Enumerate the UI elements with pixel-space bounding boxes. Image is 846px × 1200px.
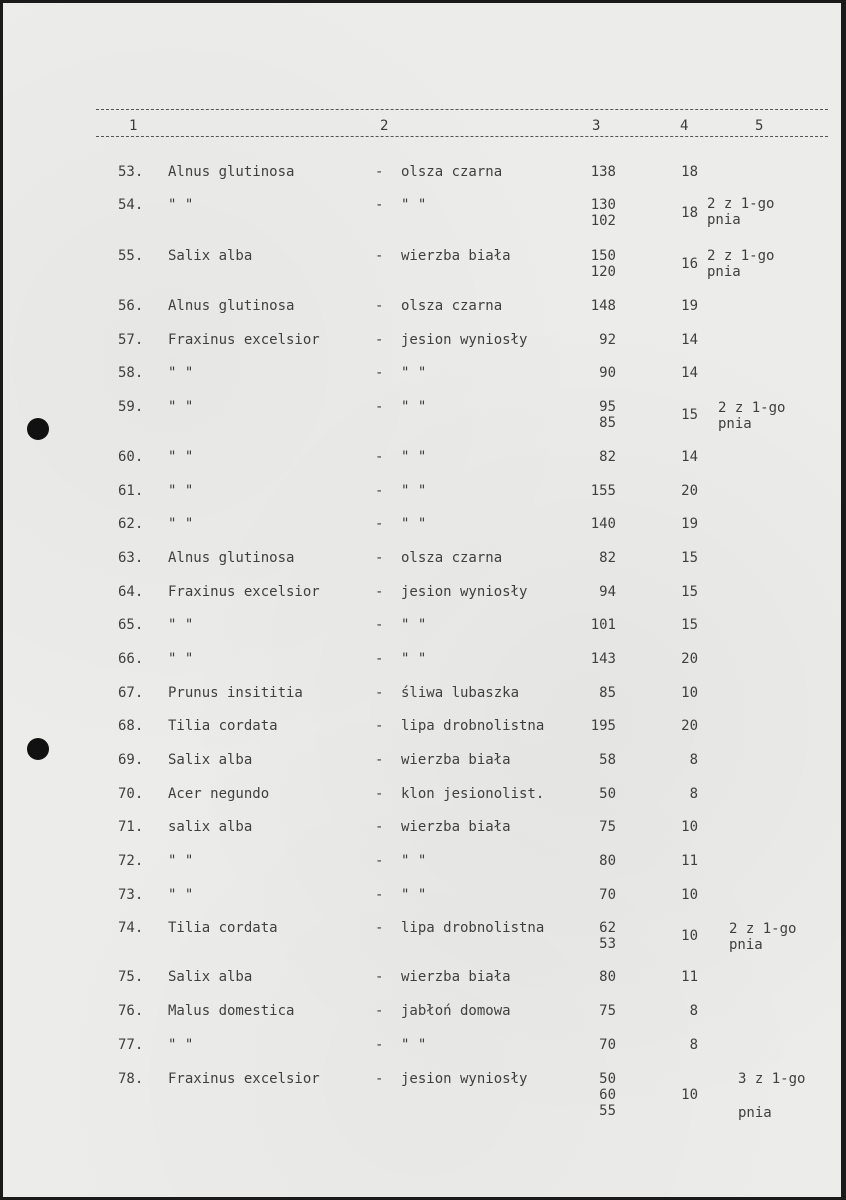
stem-note [738,1071,805,1121]
row-number: 71. [118,819,144,835]
latin-name: " " [168,1037,194,1053]
circumference-value: 94 [599,584,616,600]
separator-dash: - [375,853,384,869]
circumference-cell [576,617,616,633]
height-value: 20 [681,483,698,499]
polish-name: olsza czarna [401,298,503,314]
latin-name: Fraxinus excelsior [168,1071,320,1087]
row-number: 72. [118,853,144,869]
height-value: 15 [681,617,698,633]
circumference-value: 50 [599,1071,616,1087]
separator-dash: - [375,164,384,180]
circumference-cell [576,248,616,280]
separator-dash: - [375,786,384,802]
circumference-value: 62 [599,920,616,936]
separator-dash: - [375,298,384,314]
row-number: 67. [118,685,144,701]
circumference-value: 150 [590,248,616,264]
separator-dash: - [375,197,384,213]
height-value: 16 [681,256,698,272]
row-number: 55. [118,248,144,264]
polish-name: wierzba biała [401,752,511,768]
document-page [3,3,841,1197]
stem-note-line: pnia [738,1105,772,1121]
height-value: 8 [689,1037,698,1053]
row-number: 61. [118,483,144,499]
height-value: 10 [681,887,698,903]
latin-name: Prunus insititia [168,685,303,701]
circumference-value: 53 [599,936,616,952]
row-number: 58. [118,365,144,381]
circumference-value: 155 [590,483,616,499]
polish-name: " " [401,651,427,667]
polish-name: olsza czarna [401,550,503,566]
stem-note [707,248,774,280]
circumference-cell [576,298,616,314]
height-value: 8 [689,752,698,768]
circumference-cell [576,483,616,499]
polish-name: " " [401,197,427,213]
circumference-value: 70 [599,1037,616,1053]
latin-name: Alnus glutinosa [168,164,295,180]
latin-name: Salix alba [168,752,253,768]
circumference-cell [576,399,616,431]
circumference-cell [576,920,616,952]
latin-name: Alnus glutinosa [168,298,295,314]
polish-name: " " [401,1037,427,1053]
circumference-value: 195 [590,718,616,734]
height-value: 8 [689,786,698,802]
stem-note-line: pnia [729,937,763,953]
stem-note-line: 3 z 1-go [738,1071,806,1087]
polish-name: lipa drobnolistna [401,920,545,936]
row-number: 68. [118,718,144,734]
stem-note-line: pnia [707,264,741,280]
polish-name: " " [401,399,427,415]
row-number: 73. [118,887,144,903]
circumference-value: 140 [590,516,616,532]
circumference-cell [576,584,616,600]
circumference-cell [576,1003,616,1019]
circumference-value: 55 [599,1103,616,1119]
separator-dash: - [375,718,384,734]
stem-note-line: 2 z 1-go [707,196,775,212]
stem-note [718,400,785,432]
polish-name: " " [401,483,427,499]
separator-dash: - [375,550,384,566]
row-number: 60. [118,449,144,465]
row-number: 77. [118,1037,144,1053]
circumference-value: 80 [599,969,616,985]
row-number: 64. [118,584,144,600]
latin-name: " " [168,617,194,633]
circumference-value: 80 [599,853,616,869]
circumference-cell [576,550,616,566]
circumference-cell [576,887,616,903]
row-number: 74. [118,920,144,936]
column-header-5: 5 [755,118,764,134]
row-number: 76. [118,1003,144,1019]
stem-note-line: pnia [718,416,752,432]
polish-name: olsza czarna [401,164,503,180]
stem-note-line: 2 z 1-go [729,921,797,937]
circumference-value: 102 [590,213,616,229]
separator-dash: - [375,1071,384,1087]
column-header-4: 4 [680,118,689,134]
height-value: 20 [681,718,698,734]
circumference-value: 148 [590,298,616,314]
circumference-cell [576,752,616,768]
circumference-value: 85 [599,685,616,701]
row-number: 65. [118,617,144,633]
polish-name: wierzba biała [401,248,511,264]
row-number: 66. [118,651,144,667]
height-value: 11 [681,853,698,869]
polish-name: " " [401,516,427,532]
height-value: 15 [681,550,698,566]
separator-dash: - [375,887,384,903]
latin-name: Tilia cordata [168,920,278,936]
latin-name: Salix alba [168,969,253,985]
polish-name: lipa drobnolistna [401,718,545,734]
circumference-value: 58 [599,752,616,768]
circumference-value: 143 [590,651,616,667]
separator-dash: - [375,752,384,768]
polish-name: " " [401,853,427,869]
separator-dash: - [375,449,384,465]
height-value: 15 [681,407,698,423]
column-header-2: 2 [380,118,389,134]
stem-note-line: pnia [707,212,741,228]
height-value: 19 [681,298,698,314]
latin-name: " " [168,516,194,532]
row-number: 53. [118,164,144,180]
circumference-cell [576,449,616,465]
row-number: 75. [118,969,144,985]
separator-dash: - [375,332,384,348]
separator-dash: - [375,483,384,499]
circumference-value: 101 [590,617,616,633]
separator-dash: - [375,617,384,633]
circumference-value: 120 [590,264,616,280]
header-rule-top [96,109,828,110]
stem-note-line: 2 z 1-go [718,400,786,416]
separator-dash: - [375,248,384,264]
latin-name: " " [168,651,194,667]
latin-name: Fraxinus excelsior [168,584,320,600]
punch-hole [27,738,49,760]
height-value: 11 [681,969,698,985]
latin-name: " " [168,887,194,903]
height-value: 20 [681,651,698,667]
circumference-cell [576,164,616,180]
circumference-value: 90 [599,365,616,381]
header-rule-bottom [96,136,828,137]
height-value: 10 [681,819,698,835]
polish-name: wierzba biała [401,969,511,985]
latin-name: Malus domestica [168,1003,295,1019]
separator-dash: - [375,584,384,600]
circumference-value: 82 [599,449,616,465]
circumference-value: 92 [599,332,616,348]
row-number: 62. [118,516,144,532]
height-value: 18 [681,205,698,221]
circumference-value: 130 [590,197,616,213]
punch-hole [27,418,49,440]
latin-name: " " [168,853,194,869]
polish-name: jesion wyniosły [401,332,528,348]
circumference-value: 95 [599,399,616,415]
height-value: 14 [681,332,698,348]
polish-name: " " [401,449,427,465]
circumference-cell [576,365,616,381]
stem-note [707,196,774,228]
height-value: 10 [681,685,698,701]
height-value: 8 [689,1003,698,1019]
latin-name: Salix alba [168,248,253,264]
latin-name: salix alba [168,819,253,835]
polish-name: jabłoń domowa [401,1003,511,1019]
circumference-cell [576,819,616,835]
latin-name: " " [168,365,194,381]
height-value: 14 [681,449,698,465]
latin-name: Tilia cordata [168,718,278,734]
row-number: 69. [118,752,144,768]
polish-name: " " [401,617,427,633]
circumference-value: 75 [599,1003,616,1019]
circumference-cell [576,332,616,348]
circumference-value: 85 [599,415,616,431]
separator-dash: - [375,969,384,985]
circumference-value: 138 [590,164,616,180]
latin-name: Alnus glutinosa [168,550,295,566]
row-number: 70. [118,786,144,802]
latin-name: " " [168,483,194,499]
circumference-cell [576,1037,616,1053]
height-value: 10 [681,1087,698,1103]
circumference-cell [576,969,616,985]
separator-dash: - [375,399,384,415]
polish-name: wierzba biała [401,819,511,835]
polish-name: jesion wyniosły [401,584,528,600]
separator-dash: - [375,920,384,936]
row-number: 78. [118,1071,144,1087]
separator-dash: - [375,651,384,667]
latin-name: Acer negundo [168,786,270,802]
height-value: 15 [681,584,698,600]
circumference-cell [576,1071,616,1119]
polish-name: śliwa lubaszka [401,685,520,701]
stem-note-line: 2 z 1-go [707,248,775,264]
separator-dash: - [375,819,384,835]
separator-dash: - [375,685,384,701]
polish-name: " " [401,365,427,381]
row-number: 56. [118,298,144,314]
row-number: 63. [118,550,144,566]
polish-name: klon jesionolist. [401,786,545,802]
latin-name: Fraxinus excelsior [168,332,320,348]
separator-dash: - [375,1037,384,1053]
separator-dash: - [375,1003,384,1019]
latin-name: " " [168,449,194,465]
latin-name: " " [168,197,194,213]
circumference-value: 75 [599,819,616,835]
column-header-1: 1 [129,118,138,134]
circumference-value: 50 [599,786,616,802]
circumference-value: 82 [599,550,616,566]
polish-name: jesion wyniosły [401,1071,528,1087]
circumference-cell [576,853,616,869]
separator-dash: - [375,516,384,532]
circumference-cell [576,685,616,701]
circumference-cell [576,718,616,734]
circumference-cell [576,516,616,532]
row-number: 57. [118,332,144,348]
height-value: 14 [681,365,698,381]
latin-name: " " [168,399,194,415]
row-number: 59. [118,399,144,415]
circumference-value: 60 [599,1087,616,1103]
height-value: 18 [681,164,698,180]
height-value: 10 [681,928,698,944]
circumference-cell [576,786,616,802]
polish-name: " " [401,887,427,903]
circumference-cell [576,197,616,229]
height-value: 19 [681,516,698,532]
stem-note [729,921,796,953]
row-number: 54. [118,197,144,213]
circumference-value: 70 [599,887,616,903]
column-header-3: 3 [592,118,601,134]
circumference-cell [576,651,616,667]
separator-dash: - [375,365,384,381]
